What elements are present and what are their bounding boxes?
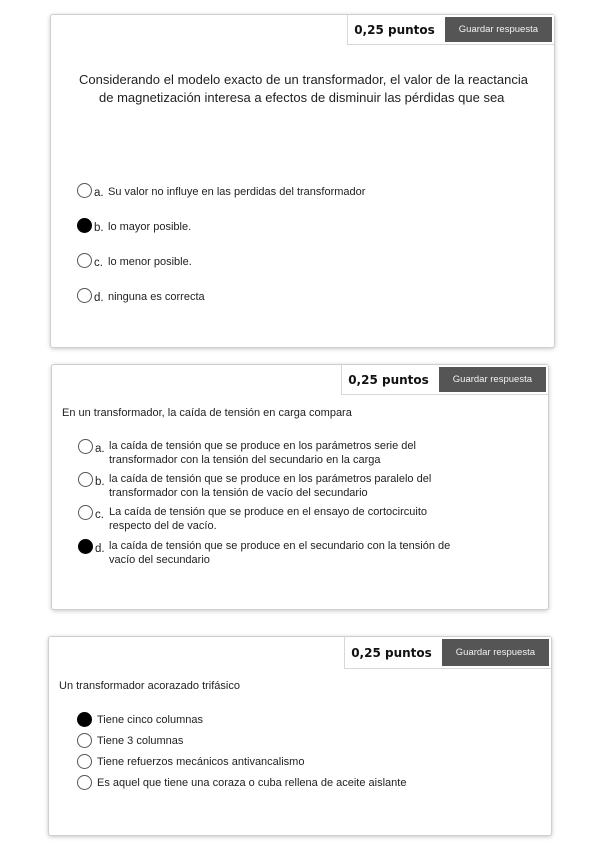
points-label: 0,25 puntos	[351, 645, 432, 660]
question-card-1	[50, 14, 555, 348]
option-text: Su valor no influye en las perdidas del transformador	[108, 186, 366, 198]
option-line: vacío del secundario	[109, 554, 210, 566]
option-line: la caída de tensión que se produce en los parámetros paralelo del	[109, 473, 432, 485]
points-label: 0,25 puntos	[354, 22, 435, 37]
option-text: ninguna es correcta	[108, 291, 205, 303]
radio-button[interactable]	[77, 253, 92, 268]
option-4[interactable]	[77, 775, 406, 790]
question-header	[347, 15, 554, 45]
option-line: transformador con la tensión de vacío del secundario	[109, 487, 368, 499]
option-letter: c.	[95, 509, 104, 521]
option-letter: a.	[95, 443, 105, 455]
radio-button-selected[interactable]	[78, 539, 93, 554]
option-line: la caída de tensión que se produce en el secundario con la tensión de	[109, 540, 451, 552]
option-text	[109, 539, 450, 567]
option-line: la caída de tensión que se produce en los parámetros serie del	[109, 440, 416, 452]
radio-button[interactable]	[78, 505, 93, 520]
option-letter: b.	[94, 222, 104, 234]
points-label: 0,25 puntos	[348, 372, 429, 387]
option-3[interactable]	[77, 754, 304, 769]
save-answer-button[interactable]: Guardar respuesta	[439, 367, 546, 392]
question-card-3	[48, 636, 552, 836]
question-text: En un transformador, la caída de tensión en carga compara	[62, 407, 352, 419]
radio-button[interactable]	[78, 439, 93, 454]
question-header	[344, 637, 551, 669]
option-letter: a.	[94, 187, 104, 199]
radio-button[interactable]	[77, 754, 92, 769]
radio-button[interactable]	[77, 775, 92, 790]
option-d[interactable]	[78, 539, 450, 567]
option-a[interactable]	[77, 183, 365, 200]
question-text: Considerando el modelo exacto de un transformador, el valor de la reactancia de magnetización interesa a efectos de disminuir las pérdidas que sea	[79, 72, 528, 105]
option-d[interactable]	[77, 288, 205, 305]
option-text	[109, 472, 431, 500]
question-header	[341, 365, 548, 395]
option-c[interactable]	[77, 253, 192, 270]
option-text: Es aquel que tiene una coraza o cuba rellena de aceite aislante	[97, 777, 407, 789]
option-line: respecto del de vacío.	[109, 520, 217, 532]
option-text: lo mayor posible.	[108, 221, 192, 233]
question-card-2	[51, 364, 549, 610]
option-b[interactable]	[77, 218, 191, 235]
option-a[interactable]	[78, 439, 416, 467]
save-answer-button[interactable]: Guardar respuesta	[442, 639, 549, 666]
option-letter: d.	[94, 292, 104, 304]
radio-button[interactable]	[77, 288, 92, 303]
option-text: Tiene 3 columnas	[97, 735, 184, 747]
option-2[interactable]	[77, 733, 183, 748]
radio-button[interactable]	[78, 472, 93, 487]
option-text	[109, 439, 416, 467]
option-letter: d.	[95, 543, 105, 555]
option-c[interactable]	[78, 505, 427, 533]
radio-button-selected[interactable]	[77, 712, 92, 727]
radio-button[interactable]	[77, 733, 92, 748]
option-text: Tiene refuerzos mecánicos antivancalismo	[97, 756, 305, 768]
option-letter: b.	[95, 476, 105, 488]
question-text: Un transformador acorazado trifásico	[59, 680, 240, 692]
save-answer-button[interactable]: Guardar respuesta	[445, 17, 552, 42]
radio-button-selected[interactable]	[77, 218, 92, 233]
option-letter: c.	[94, 257, 103, 269]
option-1[interactable]	[77, 712, 203, 727]
radio-button[interactable]	[77, 183, 92, 198]
option-line: transformador con la tensión del secundario en la carga	[109, 454, 381, 466]
option-text: lo menor posible.	[108, 256, 192, 268]
option-text	[109, 505, 427, 533]
option-line: La caída de tensión que se produce en el ensayo de cortocircuito	[109, 506, 427, 518]
option-text: Tiene cinco columnas	[97, 714, 203, 726]
option-b[interactable]	[78, 472, 431, 500]
